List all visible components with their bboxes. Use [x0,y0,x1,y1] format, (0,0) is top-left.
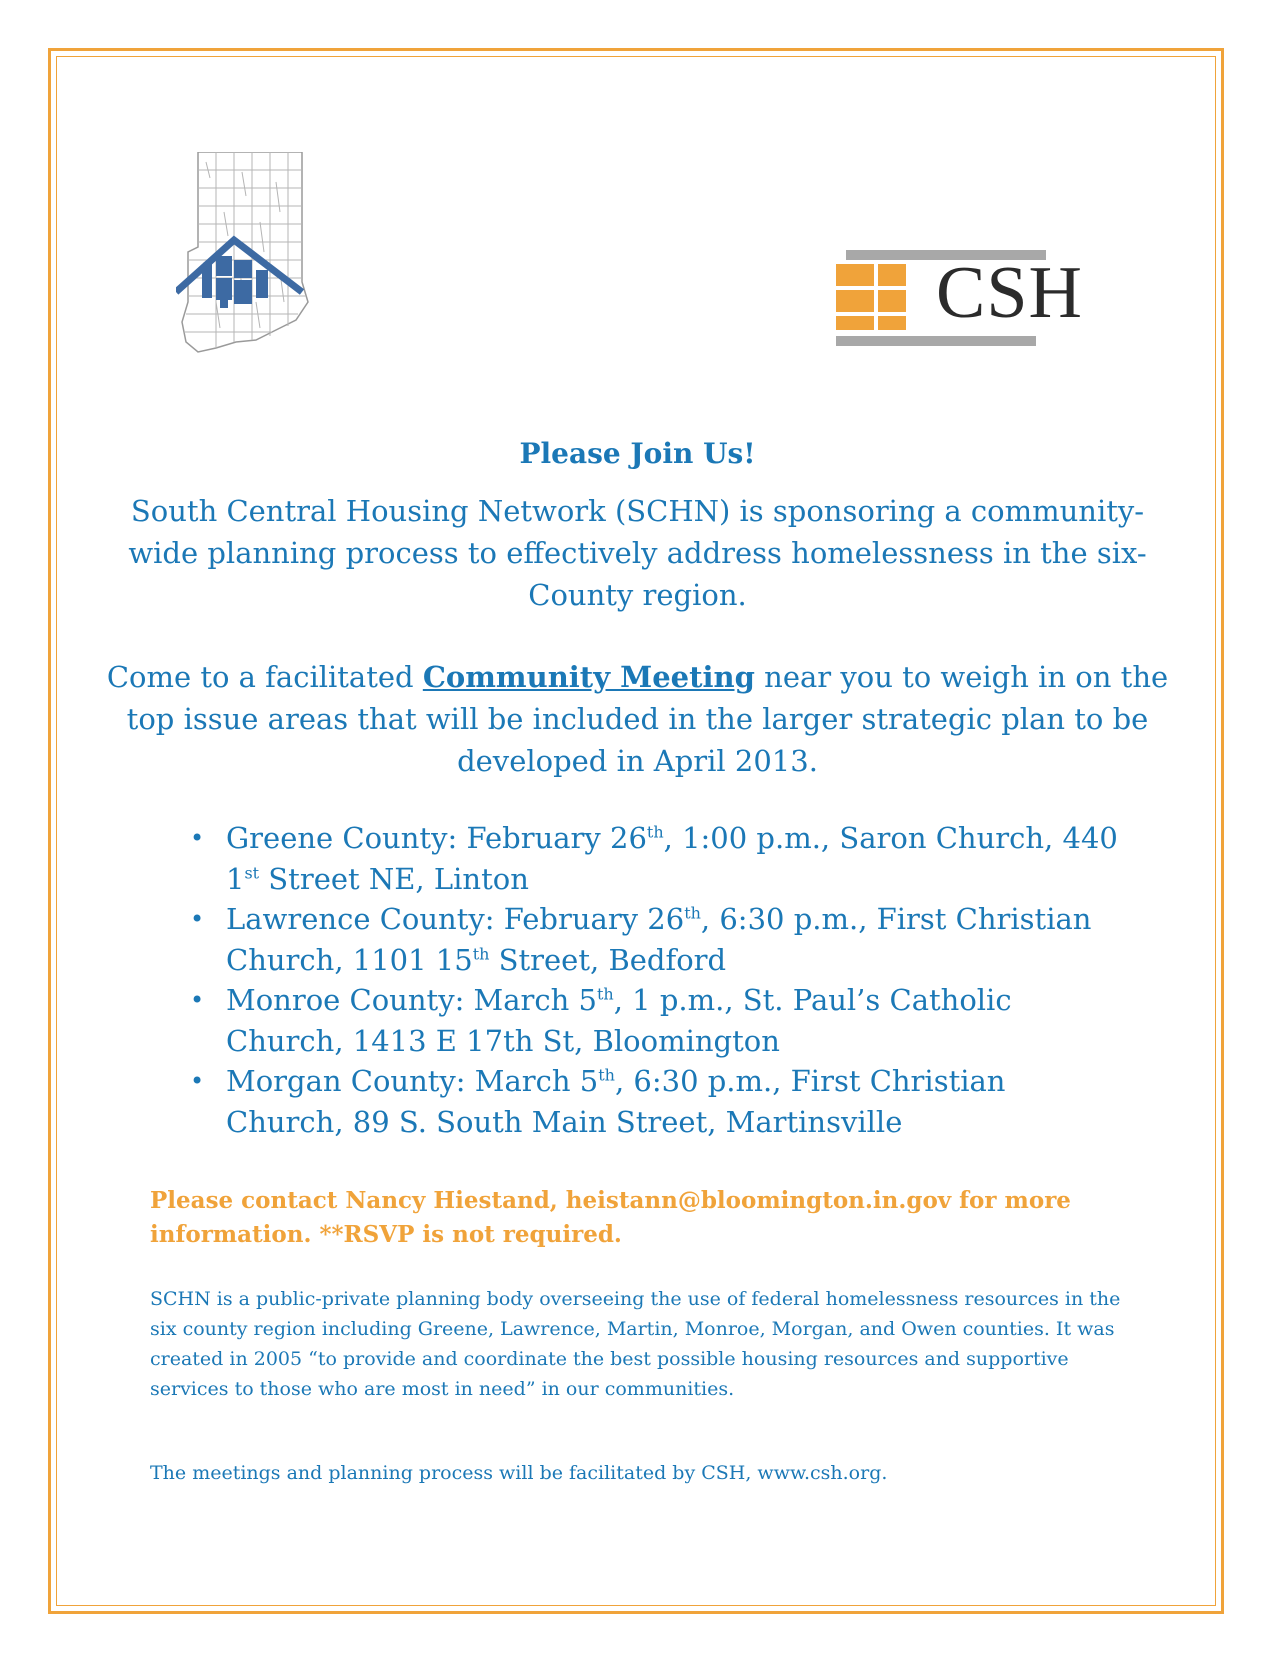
bullet-icon: • [190,905,205,933]
bullet-icon: • [190,986,205,1014]
csh-logo [836,250,1106,370]
about-schn-paragraph: SCHN is a public-private planning body overseeing the use of federal homelessness resources in the six county region including Greene, Lawrence, Martin, Monroe, Morgan, and Owen counties. It was created in 2005 “to provide and coordinate the best possible housing resources and supportive services to those who are most in need” in our communities. [150,1288,1121,1400]
csh-logo-text: CSH [936,252,1083,334]
schn-logo [176,152,326,372]
facilitator-note: The meetings and planning process will be facilitated by CSH, www.csh.org. [150,1462,888,1484]
bullet-icon: • [190,824,205,852]
list-item: • Monroe County: March 5th, 1 p.m., St. Paul’s Catholic Church, 1413 E 17th St, Bloomington [190,980,1120,1061]
list-item: • Greene County: February 26th, 1:00 p.m., Saron Church, 440 1st Street NE, Linton [190,818,1120,899]
contact-info: Please contact Nancy Hiestand, heistann@bloomington.in.gov for more information. **RSVP is not required. [150,1187,1071,1248]
intro-paragraph: South Central Housing Network (SCHN) is sponsoring a community-wide planning process to effectively address homelessness in the six-County region. [128,494,1147,612]
list-item: • Lawrence County: February 26th, 6:30 p.m., First Christian Church, 1101 15th Street, Bedford [190,899,1120,980]
list-item: • Morgan County: March 5th, 6:30 p.m., First Christian Church, 89 S. South Main Street, Martinsville [190,1061,1120,1142]
page-title: Please Join Us! [519,437,756,470]
community-meeting-link[interactable]: Community Meeting [422,660,755,694]
meeting-invite-paragraph [100,656,1175,782]
indiana-house-icon [176,152,326,372]
meeting-list [190,818,1120,1142]
invite-text-after: near you to weigh in on the top issue areas that will be included in the larger strategic plan to be developed in April 2013. [126,660,1169,778]
invite-text-before: Come to a facilitated [106,660,423,694]
bullet-icon: • [190,1067,205,1095]
